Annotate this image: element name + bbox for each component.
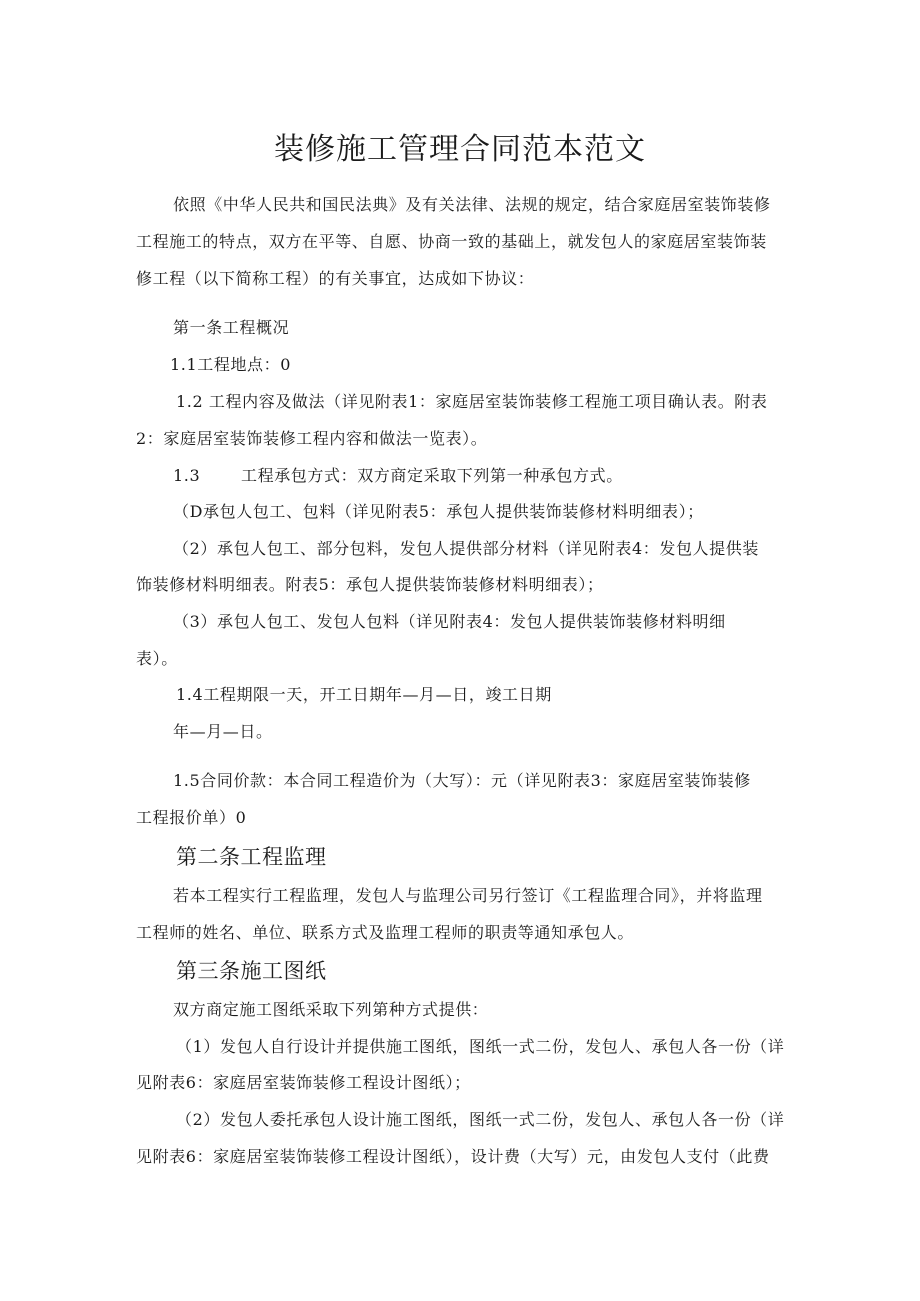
clause-1-3-text: 工程承包方式：双方商定采取下列第一种承包方式。 bbox=[241, 466, 623, 485]
option-2-line-1: （2）承包人包工、部分包料，发包人提供部分材料（详见附表4：发包人提供装 bbox=[173, 539, 759, 558]
article-2-line-2: 工程师的姓名、单位、联系方式及监理工程师的职责等通知承包人。 bbox=[136, 923, 635, 942]
article-3-option-1-line-2: 见附表6：家庭居室装饰装修工程设计图纸）； bbox=[136, 1073, 471, 1092]
clause-1-5-line-1: 1.5合同价款：本合同工程造价为（大写）：元（详见附表3：家庭居室装饰装修 bbox=[173, 771, 751, 790]
clause-1-3-number: 1.3 bbox=[173, 466, 201, 485]
clause-1-5-line-2: 工程报价单）0 bbox=[136, 808, 247, 827]
article-3-heading: 第三条施工图纸 bbox=[176, 959, 327, 983]
article-1-heading: 第一条工程概况 bbox=[173, 318, 290, 337]
option-2-line-2: 饰装修材料明细表。附表5：承包人提供装饰装修材料明细表）； bbox=[136, 575, 604, 594]
article-2-line-1: 若本工程实行工程监理，发包人与监理公司另行签订《工程监理合同》，并将监理 bbox=[173, 886, 763, 905]
option-1-line: （D承包人包工、包料（详见附表5：承包人提供装饰装修材料明细表）； bbox=[173, 502, 704, 521]
intro-line-3: 修工程（以下简称工程）的有关事宜，达成如下协议： bbox=[136, 269, 535, 288]
clause-1-4-line-1: 1.4工程期限一天，开工日期年—月—日，竣工日期 bbox=[176, 685, 552, 704]
option-3-line-2: 表）。 bbox=[136, 649, 178, 668]
clause-1-2-line-1: 1.2 工程内容及做法（详见附表1：家庭居室装饰装修工程施工项目确认表。附表 bbox=[176, 392, 768, 411]
article-2-heading: 第二条工程监理 bbox=[176, 845, 327, 869]
article-3-intro: 双方商定施工图纸采取下列第种方式提供： bbox=[173, 1000, 489, 1019]
intro-line-1: 依照《中华人民共和国民法典》及有关法律、法规的规定，结合家庭居室装饰装修 bbox=[173, 195, 771, 214]
intro-line-2: 工程施工的特点，双方在平等、自愿、协商一致的基础上，就发包人的家庭居室装饰装 bbox=[136, 232, 767, 251]
article-3-option-1-line-1: （1）发包人自行设计并提供施工图纸，图纸一式二份，发包人、承包人各一份（详 bbox=[176, 1037, 785, 1056]
article-3-option-2-line-1: （2）发包人委托承包人设计施工图纸，图纸一式二份，发包人、承包人各一份（详 bbox=[176, 1110, 785, 1129]
clause-1-4-line-2: 年—月—日。 bbox=[173, 722, 273, 741]
clause-1-1: 1.1工程地点：0 bbox=[170, 355, 292, 374]
clause-1-2-line-2: 2：家庭居室装饰装修工程内容和做法一览表）。 bbox=[136, 429, 488, 448]
document-title: 装修施工管理合同范本范文 bbox=[274, 132, 646, 167]
article-3-option-2-line-2: 见附表6：家庭居室装饰装修工程设计图纸），设计费（大写）元，由发包人支付（此费 bbox=[136, 1147, 770, 1166]
option-3-line-1: （3）承包人包工、发包人包料（详见附表4：发包人提供装饰装修材料明细 bbox=[173, 612, 726, 631]
